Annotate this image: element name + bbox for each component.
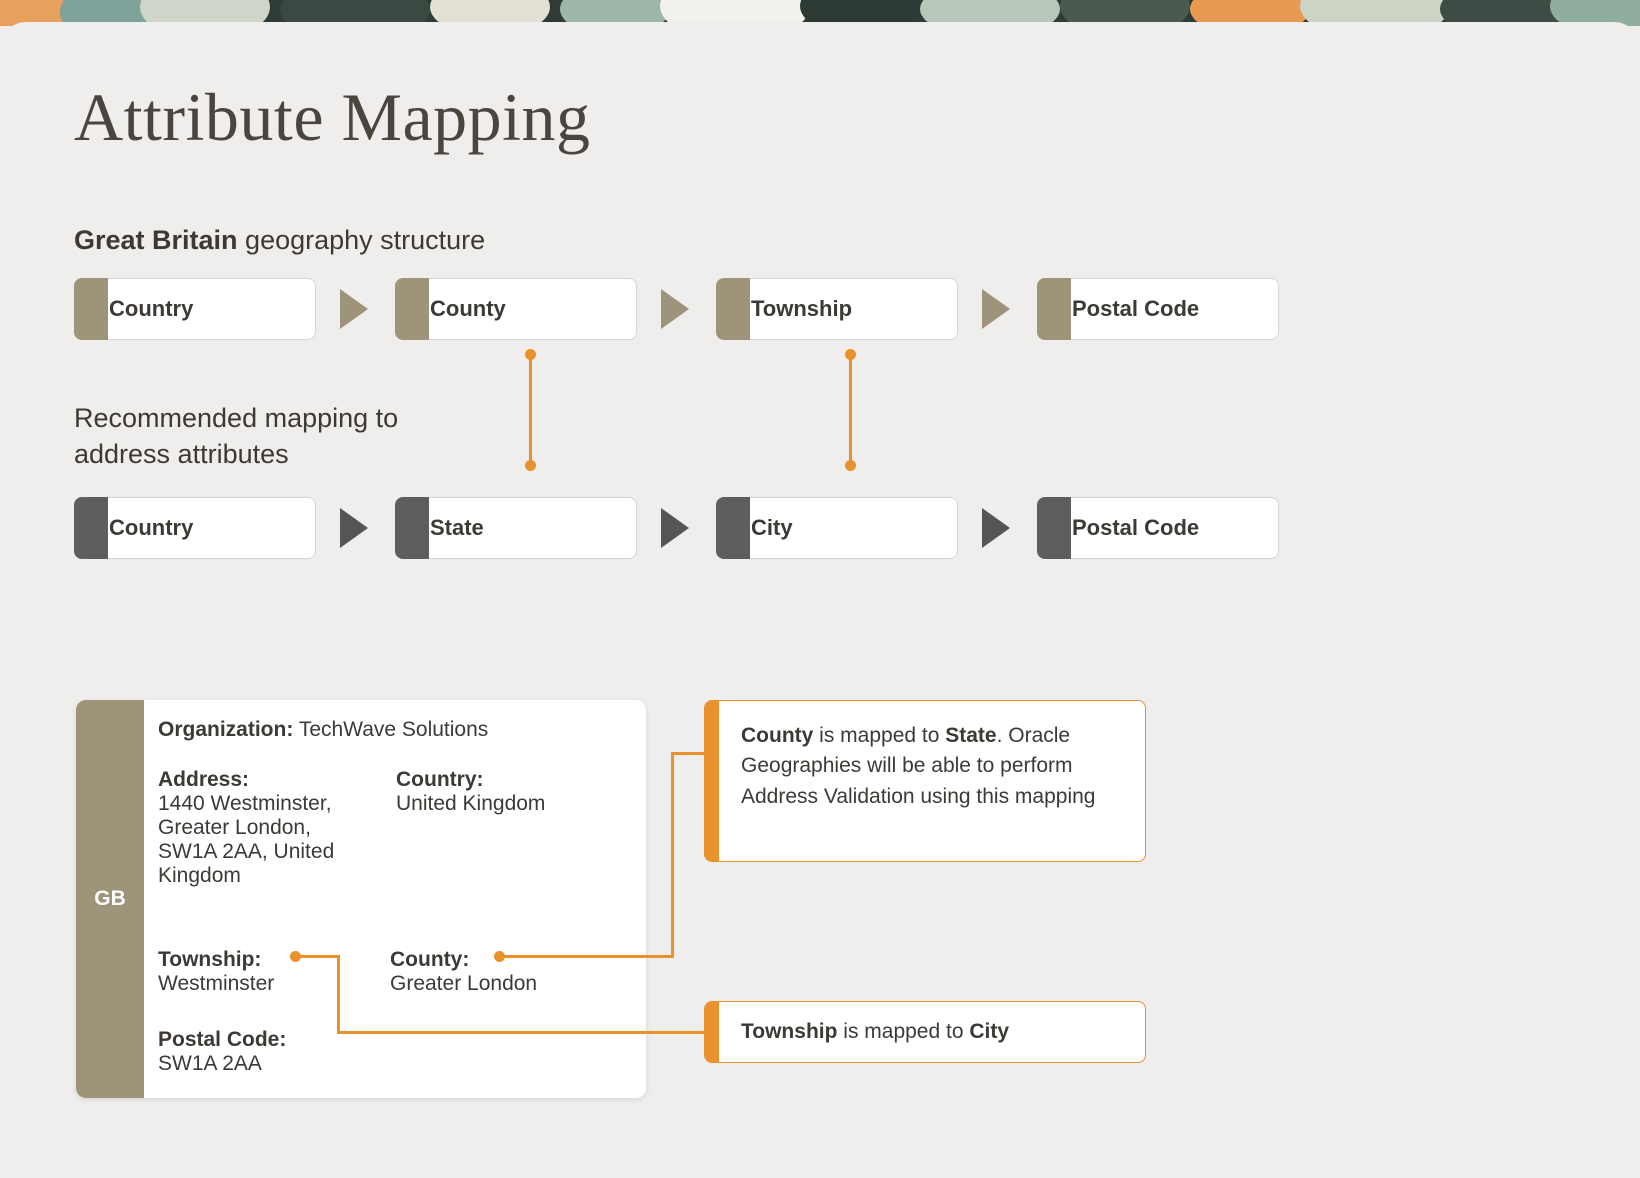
county-connector-vertical: [671, 752, 674, 958]
chip-tab: [716, 497, 750, 559]
addr-arrow-3-icon: [982, 508, 1010, 548]
county-connector-to-callout: [671, 752, 707, 755]
record-address-value: 1440 Westminster, Greater London, SW1A 2AA, United Kingdom: [158, 792, 335, 887]
record-address-row: [158, 768, 373, 888]
record-county-key: County:: [390, 948, 470, 971]
chip-tab: [395, 497, 429, 559]
callout-accent-bar: [705, 701, 719, 861]
record-organization-row: [158, 718, 488, 742]
connector-line-township-city: [849, 354, 852, 464]
addr-chip-label: Country: [109, 515, 194, 540]
callout-township-target: City: [969, 1019, 1010, 1043]
geo-arrow-3-icon: [982, 289, 1010, 329]
township-connector-vertical: [337, 955, 340, 1034]
addr-chip-label: State: [430, 515, 484, 540]
addr-chip-postal-code[interactable]: [1037, 497, 1279, 559]
geo-chip-postal-code[interactable]: [1037, 278, 1279, 340]
geo-arrow-2-icon: [661, 289, 689, 329]
connector-dot: [525, 460, 536, 471]
record-organization-key: Organization:: [158, 718, 294, 741]
chip-tab: [74, 497, 108, 559]
country-code-badge: GB: [76, 700, 144, 1098]
geography-structure-label: [74, 222, 485, 258]
record-country-key: Country:: [396, 768, 484, 791]
geo-chip-label: Country: [109, 296, 194, 321]
geo-chip-label: County: [430, 296, 506, 321]
connector-line-county-state: [529, 354, 532, 464]
callout-county-lead: County: [741, 724, 814, 747]
callout-county-middle: is mapped to: [813, 724, 946, 747]
callout-township-lead: Township: [741, 1019, 838, 1043]
geo-chip-county[interactable]: [395, 278, 637, 340]
geography-structure-suffix: geography structure: [237, 225, 486, 255]
record-county-value: Greater London: [390, 972, 538, 995]
geography-country-name: Great Britain: [74, 225, 238, 255]
geo-chip-country[interactable]: [74, 278, 316, 340]
callout-county-mapping: [704, 700, 1146, 862]
addr-chip-label: City: [751, 515, 793, 540]
chip-tab: [1037, 278, 1071, 340]
chip-tab: [395, 278, 429, 340]
record-country-row: [396, 768, 606, 816]
geo-arrow-1-icon: [340, 289, 368, 329]
record-township-value: Westminster: [158, 972, 275, 995]
callout-county-target: State: [945, 724, 997, 747]
record-postal-code-row: [158, 1028, 408, 1076]
township-connector-h1: [295, 955, 340, 958]
record-address-key: Address:: [158, 768, 250, 791]
geo-chip-township[interactable]: [716, 278, 958, 340]
addr-arrow-1-icon: [340, 508, 368, 548]
recommended-mapping-line2: address attributes: [74, 439, 289, 470]
record-township-key: Township:: [158, 948, 262, 971]
callout-accent-bar: [705, 1002, 719, 1062]
page-title: Attribute Mapping: [74, 79, 591, 155]
recommended-mapping-label: [74, 400, 504, 473]
callout-township-mapping: [704, 1001, 1146, 1063]
callout-township-middle: is mapped to: [837, 1019, 970, 1043]
connector-dot: [845, 460, 856, 471]
chip-tab: [74, 278, 108, 340]
addr-chip-country[interactable]: [74, 497, 316, 559]
geo-chip-label: Postal Code: [1072, 296, 1200, 321]
township-connector-h2: [337, 1031, 707, 1034]
recommended-mapping-line1: Recommended mapping to: [74, 403, 399, 433]
callout-county-rest: . Oracle Geographies will be able to perform Address Validation using this mapping: [741, 724, 1096, 808]
geo-chip-label: Township: [751, 296, 853, 321]
record-organization-value: TechWave Solutions: [298, 718, 489, 741]
record-postal-code-key: Postal Code:: [158, 1028, 287, 1051]
chip-tab: [716, 278, 750, 340]
record-country-value: United Kingdom: [396, 792, 546, 815]
record-postal-code-value: SW1A 2AA: [158, 1052, 262, 1075]
addr-chip-label: Postal Code: [1072, 515, 1200, 540]
addr-chip-city[interactable]: [716, 497, 958, 559]
addr-arrow-2-icon: [661, 508, 689, 548]
chip-tab: [1037, 497, 1071, 559]
addr-chip-state[interactable]: [395, 497, 637, 559]
county-connector-horizontal: [499, 955, 674, 958]
